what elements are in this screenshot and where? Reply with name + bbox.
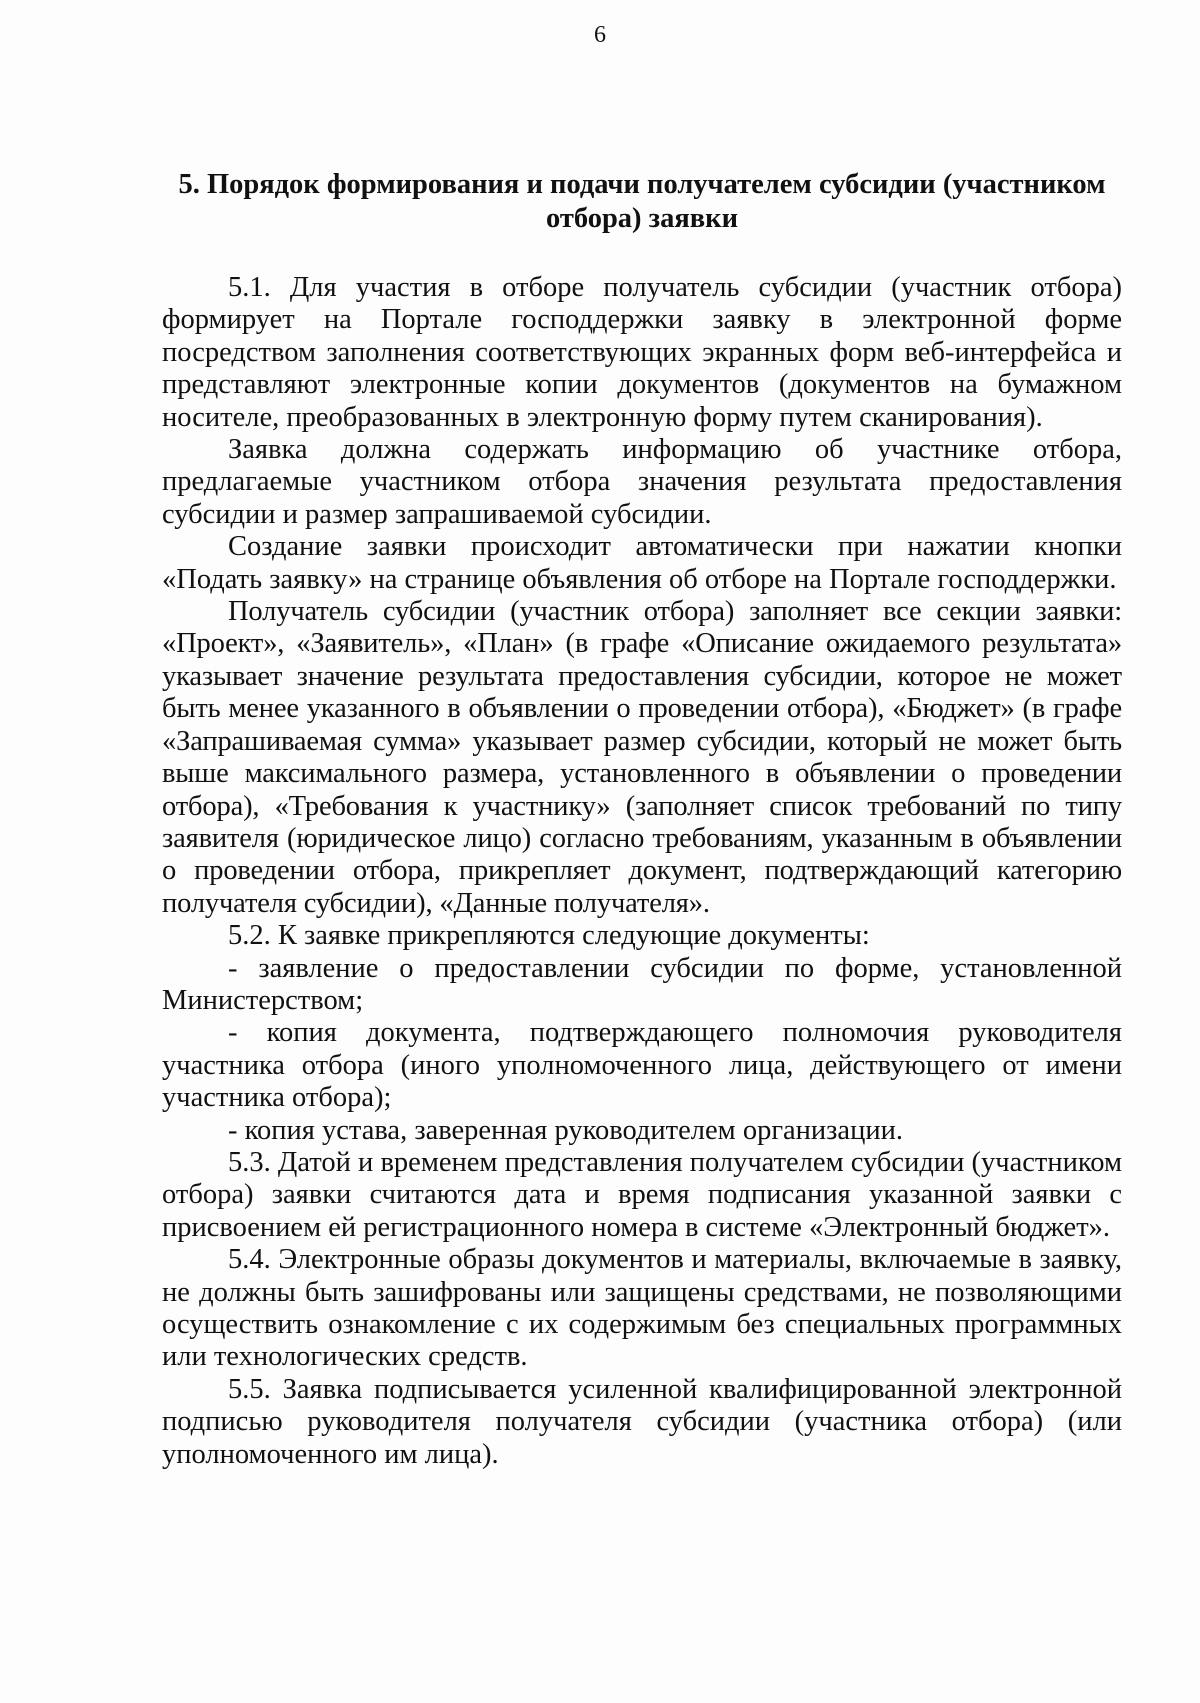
- page-number: 6: [594, 22, 606, 48]
- paragraph-5-5: 5.5. Заявка подписывается усиленной квалифицированной электронной подписью руководителя получателя субсидии (участника отбора) (или уполномоченного им лица).: [162, 1373, 1122, 1470]
- paragraph-5-1: 5.1. Для участия в отборе получатель субсидии (участник отбора) формирует на Портале господдержки заявку в электронной форме посредством заполнения соответствующих экранных форм веб-интерфейса и представляют электронные копии документов (документов на бумажном носителе, преобразованных в электронную форму путем сканирования).: [162, 272, 1122, 433]
- document-body: [162, 272, 1122, 1471]
- section-title: 5. Порядок формирования и подачи получателем субсидии (участником отбора) заявки: [178, 169, 1106, 234]
- paragraph-5-2: 5.2. К заявке прикрепляются следующие документы:: [228, 920, 870, 952]
- paragraph-application-creation: Создание заявки происходит автоматически при нажатии кнопки «Подать заявку» на странице объявления об отборе на Портале господдержки.: [162, 531, 1122, 595]
- paragraph-application-content: Заявка должна содержать информацию об участнике отбора, предлагаемые участником отбора значения результата предоставления субсидии и размер запрашиваемой субсидии.: [162, 434, 1122, 530]
- paragraph-5-4: 5.4. Электронные образы документов и материалы, включаемые в заявку, не должны быть зашифрованы или защищены средствами, не позволяющими осуществить ознакомление с их содержимым без специальных программных или технологических средств.: [162, 1244, 1122, 1373]
- paragraph-application-sections: Получатель субсидии (участник отбора) заполняет все секции заявки: «Проект», «Заявитель», «План» (в графе «Описание ожидаемого результата» указывает значение результата предоставления субсидии, которое не может быть менее указанного в объявлении о проведении отбора), «Бюджет» (в графе «Запрашиваемая сумма» указывает размер субсидии, который не может быть выше максимального размера, установленного в объявлении о проведении отбора), «Требования к участнику» (заполняет список требований по типу заявителя (юридическое лицо) согласно требованиям, указанным в объявлении о проведении отбора, прикрепляет документ, подтверждающий категорию получателя субсидии), «Данные получателя».: [162, 596, 1122, 919]
- list-item-authority-copy: - копия документа, подтверждающего полномочия руководителя участника отбора (иного уполномоченного лица, действующего от имени участника отбора);: [162, 1017, 1122, 1114]
- list-item-charter-copy: - копия устава, заверенная руководителем организации.: [228, 1114, 903, 1146]
- paragraph-5-3: 5.3. Датой и временем представления получателем субсидии (участником отбора) заявки считаются дата и время подписания указанной заявки с присвоением ей регистрационного номера в системе «Электронный бюджет».: [162, 1146, 1122, 1243]
- list-item-statement: - заявление о предоставлении субсидии по форме, установленной Министерством;: [162, 952, 1122, 1016]
